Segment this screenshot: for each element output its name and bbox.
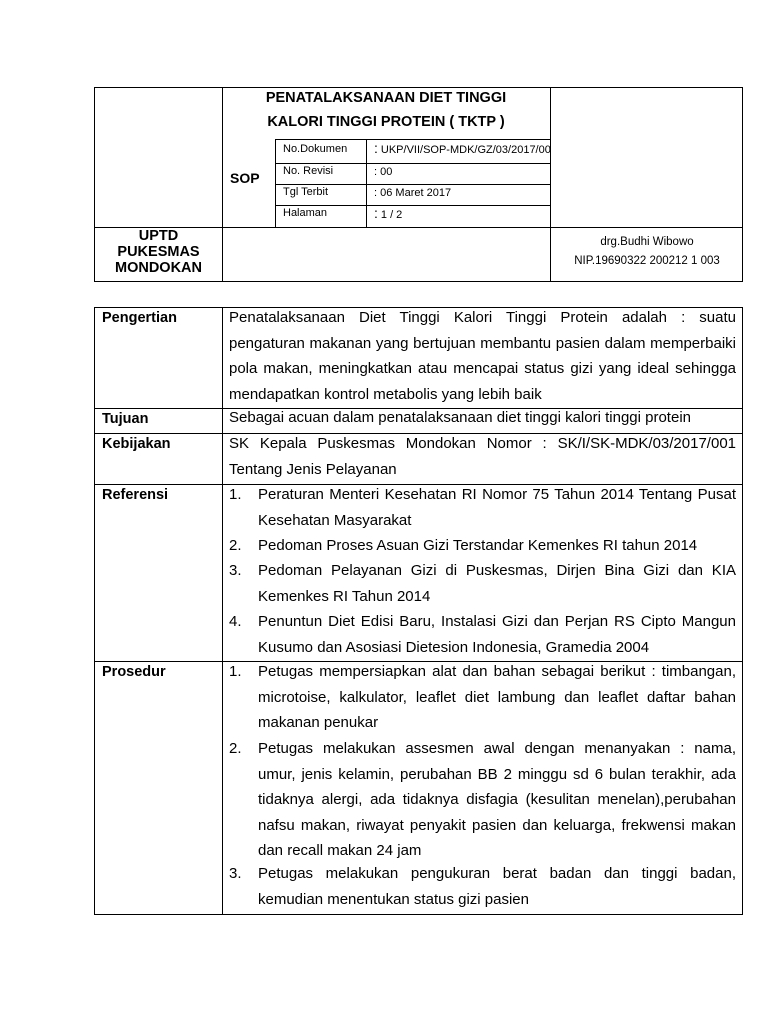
signer-nip: NIP.19690322 200212 1 003	[574, 255, 720, 267]
list-text: Petugas melakukan assesmen awal dengan menanyakan : nama, umur, jenis kelamin, perubahan BB 2 minggu sd 6 bulan terakhir, ada tidaknya alergi, ada tidaknya disfagia (kesulitan menelan),perubahan nafsu makan, riwayat penyakit pasien dan keluarga, frekwensi makan dan recall makan 24 jam	[258, 740, 736, 859]
referensi-item	[229, 533, 736, 559]
tujuan-text: Sebagai acuan dalam penatalaksanaan diet tinggi kalori tinggi protein	[229, 409, 691, 426]
referensi-item	[229, 482, 736, 533]
revision-label: No. Revisi	[283, 165, 334, 177]
prosedur-item	[229, 659, 736, 736]
doc-number-label: No.Dokumen	[283, 143, 348, 155]
referensi-item	[229, 558, 736, 609]
list-text: Penuntun Diet Edisi Baru, Instalasi Gizi dan Perjan RS Cipto Mangun Kusumo dan Asosiasi Dietesion Indonesia, Gramedia 2004	[258, 613, 736, 656]
issue-date-value: : 06 Maret 2017	[374, 187, 452, 199]
list-text: Peraturan Menteri Kesehatan RI Nomor 75 Tahun 2014 Tentang Pusat Kesehatan Masyarakat	[258, 486, 736, 529]
referensi-item	[229, 609, 736, 660]
header-divider	[550, 88, 551, 282]
list-number: 2.	[229, 537, 242, 554]
list-number: 2.	[229, 740, 242, 757]
sop-header-table	[94, 87, 743, 282]
list-text: Petugas mempersiapkan alat dan bahan sebagai berikut : timbangan, microtoise, kalkulator, leaflet diet lambung dan leaflet daftar bahan makanan penukar	[258, 663, 736, 731]
list-number: 1.	[229, 486, 242, 503]
page-label: Halaman	[283, 207, 328, 219]
revision-value: : 00	[374, 166, 393, 178]
organization-name	[95, 228, 222, 276]
row-label-tujuan: Tujuan	[102, 411, 149, 427]
row-label-prosedur: Prosedur	[102, 664, 166, 680]
doc-number-value: : UKP/VII/SOP-MDK/GZ/03/2017/00	[374, 140, 551, 156]
list-text: Pedoman Proses Asuan Gizi Terstandar Kemenkes RI tahun 2014	[258, 537, 698, 554]
prosedur-item	[229, 861, 736, 912]
list-text: Petugas melakukan pengukuran berat badan dan tinggi badan, kemudian menentukan status gizi pasien	[258, 865, 736, 908]
pengertian-text: Penatalaksanaan Diet Tinggi Kalori Tinggi Protein adalah : suatu pengaturan makanan yang bertujuan membantu pasien dalam memperbaiki pola makan, meningkatkan atau mencapai status gizi yang ideal sehingga mendapatkan kontrol metabolis yang lebih baik	[229, 309, 736, 403]
list-number: 3.	[229, 865, 242, 882]
header-divider	[275, 184, 550, 185]
list-number: 4.	[229, 613, 242, 630]
row-label-referensi: Referensi	[102, 487, 169, 503]
list-number: 1.	[229, 663, 242, 680]
page-value: : 1 / 2	[374, 205, 403, 221]
sop-content-table	[94, 307, 743, 915]
column-divider	[222, 308, 223, 914]
header-divider	[275, 163, 550, 164]
row-label-pengertian: Pengertian	[102, 310, 177, 326]
list-number: 3.	[229, 562, 242, 579]
organization-line: UPTD	[138, 228, 179, 244]
sop-label: SOP	[230, 170, 260, 186]
organization-line: MONDOKAN	[115, 260, 202, 276]
list-text: Pedoman Pelayanan Gizi di Puskesmas, Dirjen Bina Gizi dan KIA Kemenkes RI Tahun 2014	[258, 562, 736, 605]
prosedur-item	[229, 736, 736, 864]
row-label-kebijakan: Kebijakan	[102, 436, 171, 452]
header-divider	[275, 205, 550, 206]
document-title-line1: PENATALAKSANAAN DIET TINGGI	[265, 90, 507, 106]
organization-line: PUKESMAS	[117, 244, 200, 260]
issue-date-label: Tgl Terbit	[283, 186, 329, 198]
kebijakan-text: SK Kepala Puskesmas Mondokan Nomor : SK/I/SK-MDK/03/2017/001 Tentang Jenis Pelayanan	[229, 435, 736, 478]
document-title-line2: KALORI TINGGI PROTEIN ( TKTP )	[267, 114, 505, 130]
signer-name: drg.Budhi Wibowo	[600, 236, 694, 248]
